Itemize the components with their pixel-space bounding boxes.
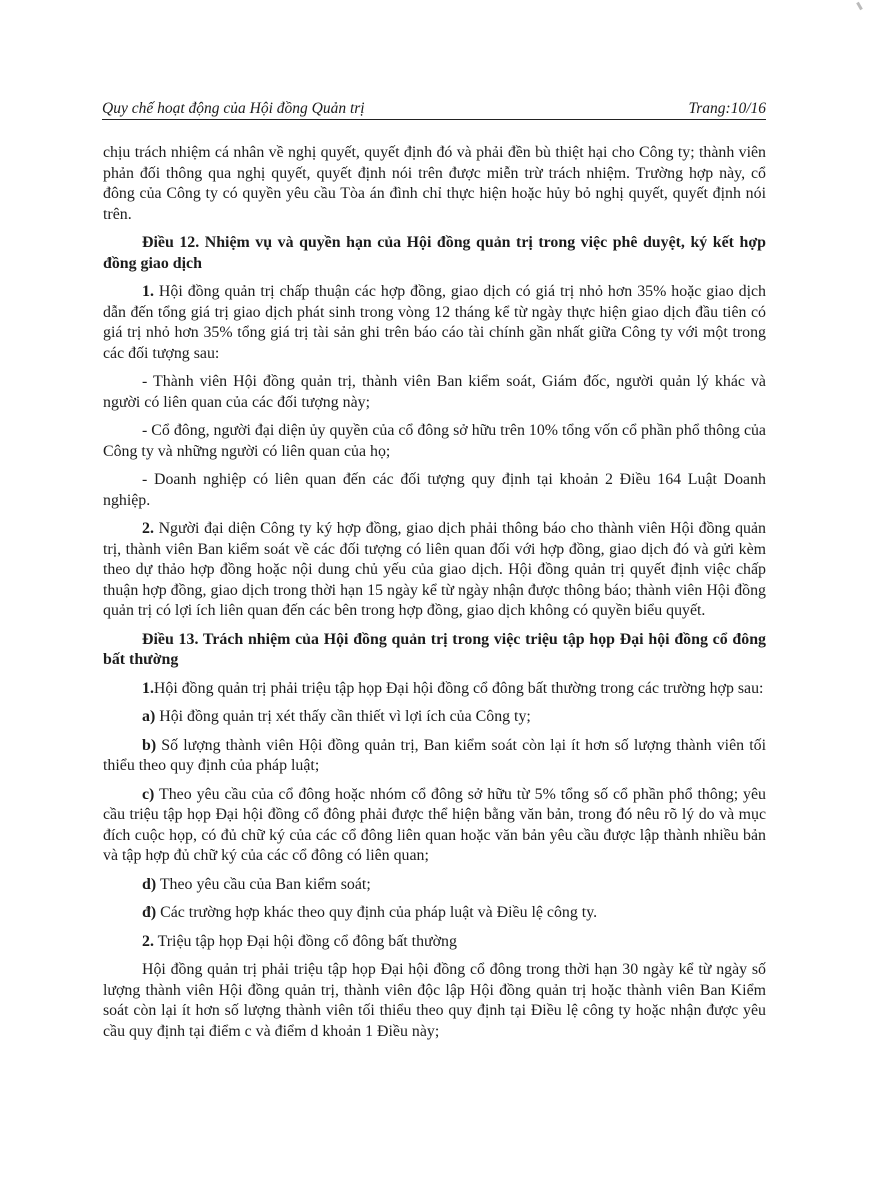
header-page-number: Trang:10/16: [688, 100, 766, 117]
paragraph-text: Người đại diện Công ty ký hợp đồng, giao dịch phải thông báo cho thành viên Hội đồng quản trị, thành viên Ban kiểm soát về các đối tượng có liên quan đối với hợp đồng, giao dịch đó và gửi kèm theo dự thảo hợp đồng hoặc nội dung chủ yếu của giao dịch. Hội đồng quản trị quyết định việc chấp thuận hợp đồng, giao dịch trong thời hạn 15 ngày kể từ ngày nhận được thông báo; thành viên Hội đồng quản trị có lợi ích liên quan đến các bên trong hợp đồng, giao dịch không có quyền biểu quyết.: [103, 520, 766, 619]
item-number: 2.: [142, 932, 154, 950]
paragraph-text: - Doanh nghiệp có liên quan đến các đối tượng quy định tại khoản 2 Điều 164 Luật Doanh nghiệp.: [103, 471, 766, 509]
paragraph: [103, 932, 766, 953]
heading-text: Điều 12. Nhiệm vụ và quyền hạn của Hội đồng quản trị trong việc phê duyệt, ký kết hợp đồng giao dịch: [103, 234, 766, 272]
paragraph-text: Hội đồng quản trị chấp thuận các hợp đồng, giao dịch có giá trị nhỏ hơn 35% hoặc giao dịch dẫn đến tổng giá trị giao dịch phát sinh trong vòng 12 tháng kể từ ngày thực hiện giao dịch đầu tiên có giá trị nhỏ hơn 35% tổng giá trị tài sản ghi trên báo cáo tài chính gần nhất giữa Công ty với một trong các đối tượng sau:: [103, 283, 766, 362]
paragraph-text: Triệu tập họp Đại hội đồng cổ đông bất thường: [153, 932, 457, 950]
list-item: [103, 421, 766, 462]
document-body: [103, 143, 766, 1050]
header-title: Quy chế hoạt động của Hội đồng Quản trị: [102, 100, 365, 117]
page-header: [102, 100, 766, 120]
item-number: 1.: [142, 679, 154, 697]
heading-text: Điều 13. Trách nhiệm của Hội đồng quản trị trong việc triệu tập họp Đại hội đồng cổ đông bất thường: [103, 630, 766, 668]
list-item: [103, 736, 766, 777]
paragraph-text: Theo yêu cầu của cổ đông hoặc nhóm cổ đông sở hữu từ 5% tổng số cổ phần phổ thông; yêu cầu triệu tập họp Đại hội đồng cổ đông phải được thể hiện bằng văn bản, trong đó nêu rõ lý do và mục đích cuộc họp, có đủ chữ ký của các cổ đông liên quan hoặc văn bản yêu cầu được lập thành nhiều bản và tập hợp đủ chữ ký của các cổ đông có liên quan;: [103, 785, 766, 864]
article-13-heading: [103, 630, 766, 671]
item-letter: đ): [142, 904, 157, 921]
paragraph-text: Hội đồng quản trị xét thấy cần thiết vì lợi ích của Công ty;: [155, 708, 531, 725]
paragraph-text: - Thành viên Hội đồng quản trị, thành viên Ban kiểm soát, Giám đốc, người quản lý khác và người có liên quan của các đối tượng này;: [103, 373, 766, 411]
item-letter: c): [142, 785, 155, 803]
list-item: [103, 785, 766, 867]
item-letter: d): [142, 875, 157, 893]
paragraph-text: chịu trách nhiệm cá nhân về nghị quyết, quyết định đó và phải đền bù thiệt hại cho Công ty; thành viên phản đối thông qua nghị quyết, quyết định nói trên được miễn trừ trách nhiệm. Trường hợp này, cổ đông của Công ty có quyền yêu cầu Tòa án đình chỉ thực hiện hoặc hủy bỏ nghị quyết, quyết định nói trên.: [103, 144, 766, 223]
paragraph: [103, 960, 766, 1042]
list-item: [103, 875, 766, 896]
paragraph: [103, 679, 766, 700]
item-number: 1.: [142, 283, 154, 300]
item-number: 2.: [142, 520, 154, 537]
paragraph-text: Số lượng thành viên Hội đồng quản trị, Ban kiểm soát còn lại ít hơn số lượng thành viên tối thiểu theo quy định của pháp luật;: [103, 736, 766, 774]
list-item: [103, 470, 766, 511]
paragraph: [103, 519, 766, 622]
item-letter: b): [142, 736, 157, 754]
list-item: [103, 903, 766, 924]
paragraph-text: Hội đồng quản trị phải triệu tập họp Đại hội đồng cổ đông trong thời hạn 30 ngày kể từ ngày số lượng thành viên Hội đồng quản trị, thành viên độc lập Hội đồng quản trị hoặc thành viên Ban Kiểm soát còn lại ít hơn số lượng thành viên tối thiểu theo quy định tại Điều lệ công ty hoặc nhận được yêu cầu quy định tại điểm c và điểm d khoản 1 Điều này;: [103, 961, 766, 1040]
paragraph: [103, 282, 766, 364]
paragraph-text: Hội đồng quản trị phải triệu tập họp Đại hội đồng cổ đông bất thường trong các trường hợp sau:: [153, 679, 764, 697]
article-12-heading: [103, 233, 766, 274]
list-item: [103, 707, 766, 728]
item-letter: a): [142, 708, 156, 725]
paragraph-text: Các trường hợp khác theo quy định của pháp luật và Điều lệ công ty.: [156, 904, 598, 921]
scan-speck: [856, 2, 863, 10]
paragraph-text: - Cổ đông, người đại diện ủy quyền của cổ đông sở hữu trên 10% tổng vốn cổ phần phổ thông của Công ty và những người có liên quan của họ;: [103, 422, 766, 460]
paragraph: [103, 143, 766, 225]
paragraph-text: Theo yêu cầu của Ban kiểm soát;: [156, 875, 371, 893]
list-item: [103, 372, 766, 413]
